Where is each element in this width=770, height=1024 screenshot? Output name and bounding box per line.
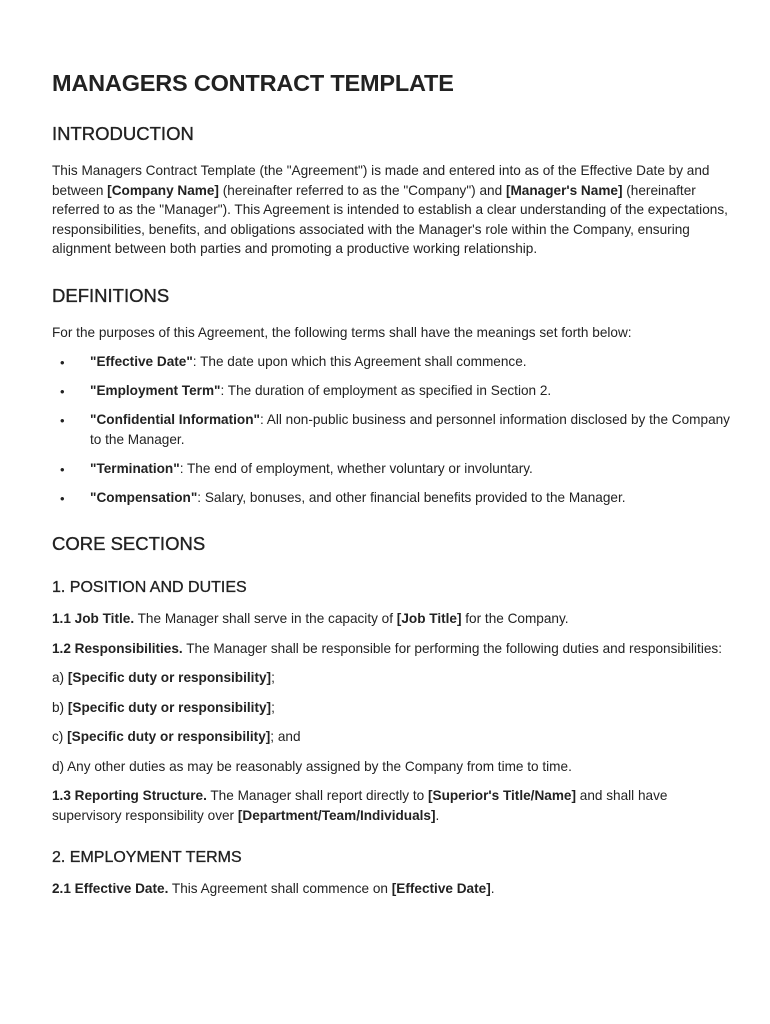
definition-term: "Termination" — [90, 460, 180, 476]
clause-2-1 — [52, 879, 732, 899]
bullet: • — [60, 384, 65, 399]
manager-name-placeholder: [Manager's Name] — [505, 182, 623, 198]
clause-text: The Manager shall serve in the capacity of — [134, 611, 397, 626]
duty-suffix: ; — [271, 670, 275, 685]
definition-item — [52, 488, 732, 508]
intro-text-2: (hereinafter referred to as the "Company") and — [218, 182, 506, 198]
bullet: • — [60, 355, 65, 370]
clause-label: 2.1 Effective Date. — [52, 881, 169, 896]
clause-text: . — [435, 807, 440, 823]
definition-item — [52, 410, 732, 449]
definitions-list — [52, 352, 732, 507]
clause-label: 1.1 Job Title. — [52, 611, 135, 626]
definition-text: : The date upon which this Agreement shall commence. — [192, 354, 527, 369]
clause-text: The Manager shall report directly to — [206, 788, 428, 803]
definition-text: : The duration of employment as specified in Section 2. — [220, 383, 552, 398]
introduction-paragraph — [52, 161, 732, 259]
definitions-intro: For the purposes of this Agreement, the following terms shall have the meanings set forth below: — [52, 324, 632, 340]
clause-label: 1.3 Reporting Structure. — [52, 788, 207, 803]
clause-text: . — [490, 881, 495, 896]
duty-placeholder: [Specific duty or responsibility] — [67, 670, 272, 685]
duty-prefix: a) — [52, 670, 68, 685]
department-placeholder: [Department/Team/Individuals] — [237, 807, 436, 823]
duty-item-d: d) Any other duties as may be reasonably assigned by the Company from time to time. — [52, 758, 572, 774]
job-title-placeholder: [Job Title] — [396, 611, 462, 626]
document-title: MANAGERS CONTRACT TEMPLATE — [52, 70, 454, 96]
intro-text-1: This Managers Contract Template (the "Agreement") is made and entered into as of the Effective Date by and between — [52, 163, 710, 198]
clause-text: and shall have supervisory responsibility over — [52, 788, 668, 823]
document-body — [52, 70, 732, 909]
superior-placeholder: [Superior's Title/Name] — [427, 788, 577, 803]
duty-prefix: c) — [52, 729, 68, 744]
definition-text: : The end of employment, whether voluntary or involuntary. — [179, 460, 533, 476]
bullet: • — [60, 461, 65, 477]
effective-date-placeholder: [Effective Date] — [391, 881, 491, 896]
clause-1-3 — [52, 786, 732, 825]
clause-text: This Agreement shall commence on — [168, 881, 392, 896]
duty-item-a — [52, 668, 732, 688]
bullet: • — [60, 490, 65, 506]
definition-term: "Employment Term" — [90, 383, 221, 398]
duty-suffix: ; and — [270, 729, 301, 744]
intro-text-3: (hereinafter referred to as the "Manager"). This Agreement is intended to establish a clear understanding of the expectations, responsibilities, benefits, and obligations associated with the Manager's role within the Company, ensuring alignment between both parties and promoting a productive working relationship. — [52, 182, 728, 256]
clause-label: 1.2 Responsibilities. — [52, 640, 183, 656]
duty-prefix: b) — [52, 699, 68, 715]
duty-placeholder: [Specific duty or responsibility] — [67, 729, 271, 744]
duty-item-c — [52, 727, 732, 747]
definition-item — [52, 381, 732, 401]
clause-1-2 — [52, 639, 732, 659]
definitions-heading: DEFINITIONS — [52, 284, 170, 306]
definition-text: : All non-public business and personnel information disclosed by the Company to the Manager. — [90, 412, 730, 447]
definition-term: "Compensation" — [90, 489, 198, 505]
introduction-heading: INTRODUCTION — [52, 123, 194, 144]
definition-item — [52, 352, 732, 372]
company-name-placeholder: [Company Name] — [107, 182, 219, 198]
bullet: • — [60, 413, 65, 428]
duty-suffix: ; — [271, 699, 275, 715]
definition-term: "Confidential Information" — [90, 412, 260, 427]
definition-term: "Effective Date" — [90, 354, 193, 369]
clause-text: The Manager shall be responsible for performing the following duties and responsibilities: — [182, 640, 722, 656]
clause-text: for the Company. — [461, 611, 569, 626]
duty-placeholder: [Specific duty or responsibility] — [67, 699, 272, 715]
core-sections-heading: CORE SECTIONS — [52, 533, 206, 554]
clause-1-1 — [52, 609, 732, 629]
section-1-heading: 1. POSITION AND DUTIES — [52, 579, 247, 596]
duty-item-b — [52, 698, 732, 718]
definition-item — [52, 459, 732, 479]
definition-text: : Salary, bonuses, and other financial benefits provided to the Manager. — [197, 489, 626, 505]
section-2-heading: 2. EMPLOYMENT TERMS — [52, 849, 242, 866]
